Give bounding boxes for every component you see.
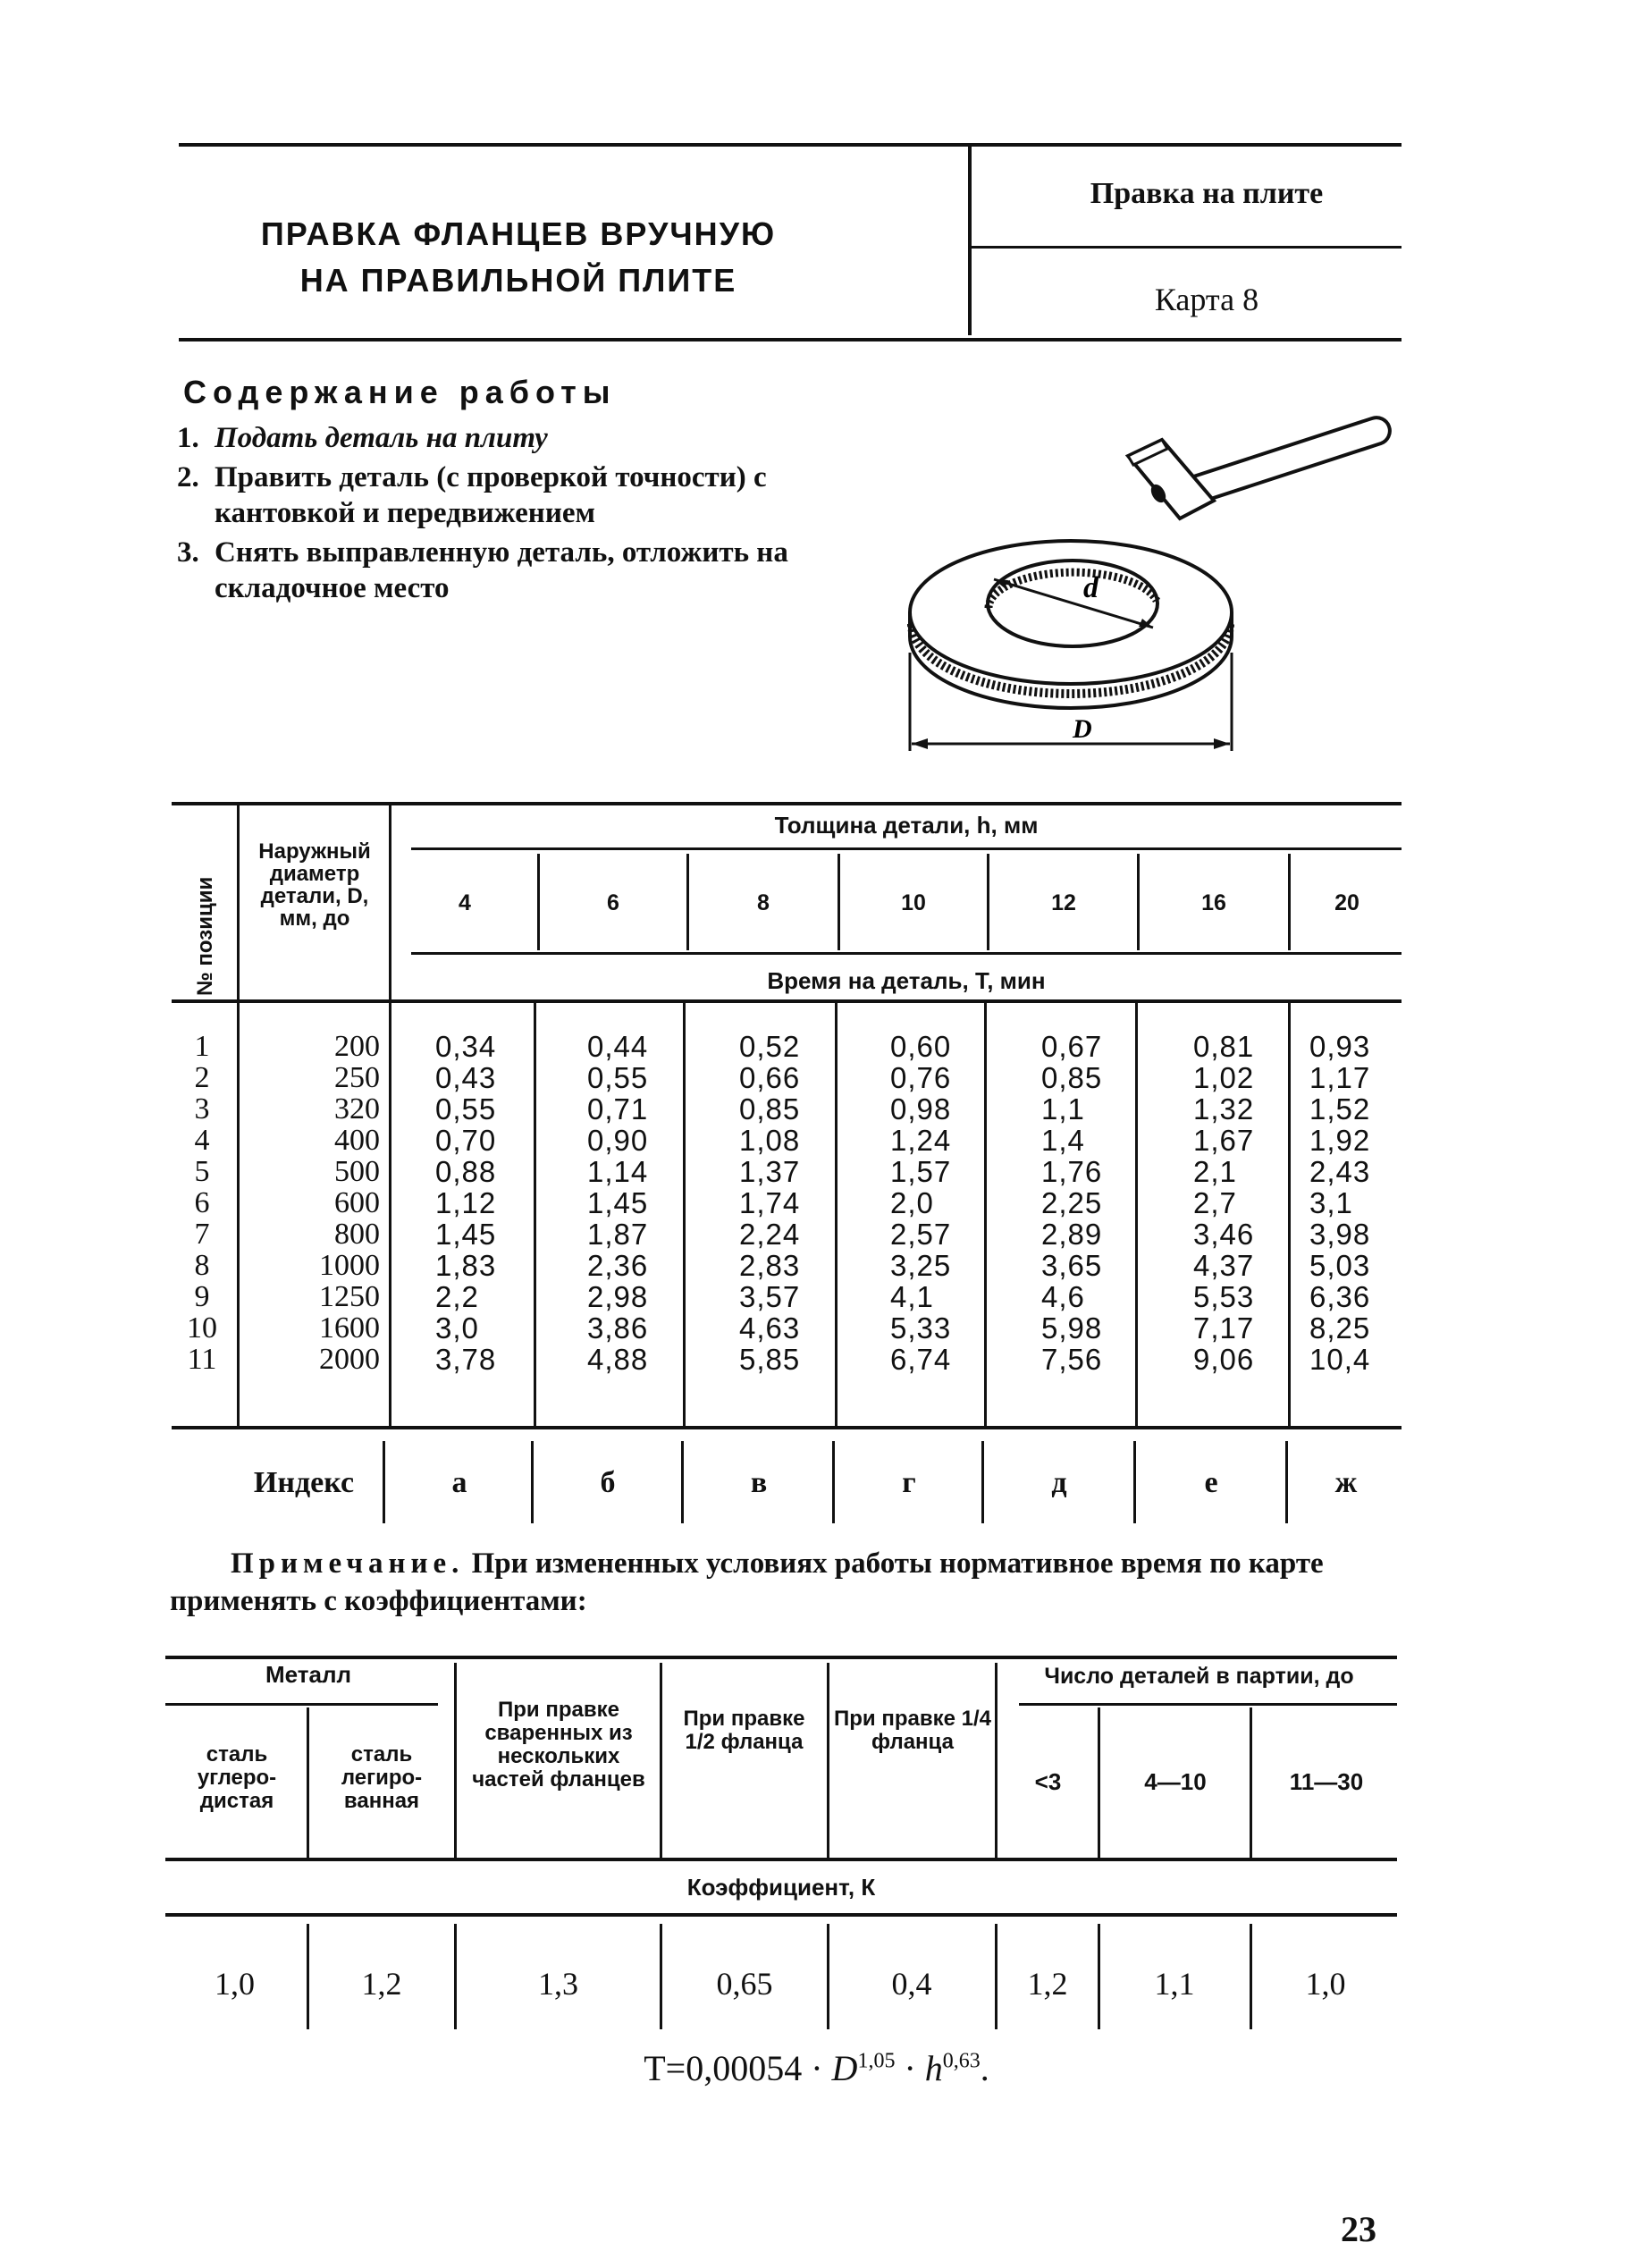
time-value: 0,52 [739,1030,801,1063]
time-value: 0,55 [435,1092,497,1126]
time-value: 2,89 [1041,1218,1103,1251]
col-divider [1250,1924,1252,2029]
time-column-12 [1041,1031,1140,1375]
work-content-title: Содержание работы [183,374,617,410]
time-value: 0,85 [739,1092,801,1126]
time-value: 1,45 [587,1186,649,1219]
col-divider [1285,1441,1288,1523]
col-divider [995,1663,997,1858]
time-value: 0,71 [587,1092,649,1126]
card-label: Карта 8 [1154,282,1259,317]
header-bottom-rule [179,338,1402,341]
flange-figure [894,393,1412,769]
batch-under-rule [1019,1703,1397,1706]
position-number: 7 [194,1218,210,1251]
section-label: Правка на плите [1090,177,1324,210]
coef-label-bottom-rule [165,1913,1397,1917]
step-3 [177,535,856,606]
note-paragraph [170,1545,1403,1620]
col-divider [681,1441,684,1523]
diameter-value: 800 [334,1218,380,1251]
col-divider [454,1924,457,2029]
time-value: 2,57 [890,1218,952,1251]
col-divider [1098,1707,1100,1858]
batch-col: 4—10 [1144,1768,1207,1795]
col-divider [1098,1924,1100,2029]
batch-header: Число деталей в партии, до [1044,1664,1354,1689]
time-value: 0,60 [890,1030,952,1063]
time-above-rule [411,952,1402,955]
col-divider [237,802,240,1000]
time-value: 5,33 [890,1311,952,1345]
col-divider [832,1441,835,1523]
time-value: 1,02 [1193,1061,1255,1094]
time-value: 1,45 [435,1218,497,1251]
index-letter: ж [1334,1466,1358,1499]
col-divider [1137,854,1140,950]
col-divider [660,1924,662,2029]
col-divider [537,854,540,950]
coef-top-rule [165,1656,1397,1659]
time-value: 1,32 [1193,1092,1255,1126]
time-value: 3,1 [1309,1186,1353,1219]
time-value: 1,08 [739,1124,801,1157]
time-value: 3,65 [1041,1249,1103,1282]
thickness-value: 8 [757,890,770,915]
time-value: 5,98 [1041,1311,1103,1345]
time-value: 2,98 [587,1280,649,1313]
time-value: 0,88 [435,1155,497,1188]
position-header: № позиции [193,876,217,996]
time-value: 4,6 [1041,1280,1085,1313]
diameter-header: Наружный диаметр детали, D, мм, до [258,839,371,931]
time-value: 0,70 [435,1124,497,1157]
time-value: 1,37 [739,1155,801,1188]
metal-under-rule [165,1703,438,1706]
time-value: 1,87 [587,1218,649,1251]
time-value: 2,1 [1193,1155,1237,1188]
header-bottom-rule [172,999,1402,1003]
index-letter: а [451,1466,467,1499]
thickness-under-rule [411,847,1402,850]
page-title [179,211,858,304]
time-value: 0,90 [587,1124,649,1157]
title-line-2: НА ПРАВИЛЬНОЙ ПЛИТЕ [299,262,737,299]
time-value: 1,52 [1309,1092,1371,1126]
step-text: Править деталь (с проверкой точности) с кантовкой и передвижением [215,461,767,529]
diameter-value: 320 [334,1092,380,1126]
thickness-value: 10 [901,890,926,915]
col-divider [827,1663,829,1858]
coef-value: 1,2 [1027,1966,1068,2002]
diameter-value: 500 [334,1155,380,1188]
body-bottom-rule [172,1426,1402,1429]
diameter-value: 400 [334,1124,380,1157]
formula-end: . [980,2048,989,2088]
thickness-value: 20 [1334,890,1359,915]
col-divider [1250,1707,1252,1858]
time-value: 3,57 [739,1280,801,1313]
position-number: 8 [194,1249,210,1282]
formula-h-exp: 0,63 [942,2049,981,2073]
thickness-value: 4 [459,890,471,915]
time-value: 5,53 [1193,1280,1255,1313]
index-letter: д [1051,1466,1067,1499]
col-divider [534,1003,536,1428]
time-value: 3,0 [435,1311,479,1345]
time-value: 0,98 [890,1092,952,1126]
coef-value: 0,4 [891,1966,932,2002]
steel-carbon-header: сталь углеро-дистая [197,1742,277,1813]
time-value: 1,74 [739,1186,801,1219]
time-formula [0,2047,1633,2089]
batch-col: 11—30 [1289,1768,1364,1795]
time-value: 4,63 [739,1311,801,1345]
time-value: 3,86 [587,1311,649,1345]
coef-value: 1,1 [1154,1966,1195,2002]
time-value: 3,78 [435,1343,497,1376]
diameter-value: 2000 [319,1343,380,1376]
time-value: 8,25 [1309,1311,1371,1345]
coef-header-bottom-rule [165,1858,1397,1861]
time-header: Время на деталь, Т, мин [767,967,1046,994]
coefficient-label: Коэффициент, К [686,1874,876,1901]
header-divider [968,143,972,335]
time-value: 2,2 [435,1280,479,1313]
note-lead: Примечание. [231,1547,465,1580]
col-divider [660,1663,662,1858]
header-right-divider [970,246,1402,249]
time-column-10 [890,1031,989,1375]
time-value: 5,03 [1309,1249,1371,1282]
col-divider [307,1707,309,1858]
time-value: 5,85 [739,1343,801,1376]
welded-header: При правке сваренных из нескольких частей фланцев [472,1698,645,1792]
coef-value: 1,3 [538,1966,578,2002]
diameter-value: 1600 [319,1311,380,1345]
time-value: 1,14 [587,1155,649,1188]
position-number: 1 [194,1030,210,1063]
col-divider [1288,854,1291,950]
coef-value: 1,0 [215,1966,255,2002]
diameter-value: 1000 [319,1249,380,1282]
position-number: 2 [194,1061,210,1094]
time-value: 0,85 [1041,1061,1103,1094]
time-value: 3,46 [1193,1218,1255,1251]
hammer-icon [1128,417,1390,519]
time-value: 7,17 [1193,1311,1255,1345]
thickness-value: 6 [607,890,619,915]
time-value: 1,92 [1309,1124,1371,1157]
index-letter: г [902,1466,916,1499]
batch-col: <3 [1034,1768,1062,1795]
time-value: 0,34 [435,1030,497,1063]
formula-d: D [831,2048,858,2088]
steel-alloy-header: сталь легиро-ванная [341,1742,423,1813]
position-number: 9 [194,1280,210,1313]
formula-base: T=0,00054 · [644,2048,832,2088]
coef-value: 1,0 [1305,1966,1346,2002]
time-value: 2,43 [1309,1155,1371,1188]
time-value: 0,43 [435,1061,497,1094]
time-column-20 [1309,1031,1408,1375]
col-divider [987,854,989,950]
time-value: 2,83 [739,1249,801,1282]
coef-value: 1,2 [361,1966,402,2002]
time-column-4 [435,1031,534,1375]
position-number: 6 [194,1186,210,1219]
col-divider [981,1441,984,1523]
time-value: 0,44 [587,1030,649,1063]
col-divider [307,1924,309,2029]
formula-d-exp: 1,05 [857,2049,896,2073]
time-value: 7,56 [1041,1343,1103,1376]
time-value: 6,74 [890,1343,952,1376]
half-header: При правке 1/2 фланца [683,1707,805,1754]
thickness-header: Толщина детали, h, мм [774,812,1039,839]
time-value: 2,36 [587,1249,649,1282]
time-value: 1,17 [1309,1061,1371,1094]
col-divider [237,1003,240,1428]
title-line-1: ПРАВКА ФЛАНЦЕВ ВРУЧНУЮ [260,215,777,252]
step-number: 2. [177,461,199,493]
arrow-icon [1214,738,1230,749]
col-divider [686,854,689,950]
step-number: 1. [177,422,199,454]
time-value: 4,1 [890,1280,934,1313]
time-value: 0,81 [1193,1030,1255,1063]
time-value: 0,93 [1309,1030,1371,1063]
time-value: 10,4 [1309,1343,1371,1376]
position-number: 11 [187,1343,217,1376]
formula-dot: · [895,2048,925,2088]
outer-diameter-label: D [1073,714,1092,744]
col-divider [838,854,840,950]
col-divider [389,1003,391,1428]
time-value: 4,37 [1193,1249,1255,1282]
work-steps [177,420,856,610]
time-value: 6,36 [1309,1280,1371,1313]
time-column-16 [1193,1031,1292,1375]
position-number: 4 [194,1124,210,1157]
inner-diameter-label: d [1083,571,1098,604]
diameter-value: 1250 [319,1280,380,1313]
diameter-column [255,1031,380,1375]
col-divider [1133,1441,1136,1523]
time-value: 2,0 [890,1186,934,1219]
time-value: 1,1 [1041,1092,1085,1126]
time-value: 1,4 [1041,1124,1085,1157]
time-value: 1,83 [435,1249,497,1282]
step-text: Снять выправленную деталь, отложить на складочное место [215,536,788,604]
metal-header: Металл [265,1661,351,1688]
index-letter: в [750,1466,768,1499]
quarter-header: При правке 1/4 фланца [834,1707,991,1754]
index-letter: е [1204,1466,1218,1499]
time-value: 2,24 [739,1218,801,1251]
formula-h: h [924,2048,943,2088]
time-value: 0,76 [890,1061,952,1094]
time-value: 0,67 [1041,1030,1103,1063]
col-divider [995,1924,997,2029]
time-value: 2,7 [1193,1186,1237,1219]
step-text: Подать деталь на плиту [215,422,548,454]
time-column-6 [587,1031,686,1375]
time-value: 1,57 [890,1155,952,1188]
time-value: 1,67 [1193,1124,1255,1157]
page-number: 23 [1341,2209,1376,2249]
header-top-rule [179,143,1402,147]
time-value: 0,55 [587,1061,649,1094]
arrow-icon [912,738,928,749]
position-number: 10 [187,1311,217,1345]
col-divider [389,802,391,1000]
time-value: 1,76 [1041,1155,1103,1188]
index-letter: б [600,1466,616,1499]
step-number: 3. [177,536,199,569]
col-divider [383,1441,385,1523]
time-value: 2,25 [1041,1186,1103,1219]
table-top-rule [172,802,1402,805]
diameter-value: 600 [334,1186,380,1219]
time-value: 3,25 [890,1249,952,1282]
position-number: 3 [194,1092,210,1126]
position-column [175,1031,229,1375]
diameter-value: 200 [334,1030,380,1063]
time-value: 0,66 [739,1061,801,1094]
note-text: При измененных условиях работы нормативное время по карте применять с коэффициентами: [170,1547,1324,1617]
step-1 [177,420,856,456]
diameter-value: 250 [334,1061,380,1094]
thickness-value: 12 [1051,890,1076,915]
thickness-value: 16 [1201,890,1226,915]
index-label: Индекс [253,1466,355,1499]
time-value: 3,98 [1309,1218,1371,1251]
col-divider [531,1441,534,1523]
time-value: 9,06 [1193,1343,1255,1376]
col-divider [827,1924,829,2029]
time-value: 4,88 [587,1343,649,1376]
time-value: 1,24 [890,1124,952,1157]
step-2 [177,460,856,531]
time-column-8 [739,1031,838,1375]
time-value: 1,12 [435,1186,497,1219]
coef-value: 0,65 [716,1966,773,2002]
col-divider [454,1663,457,1858]
position-number: 5 [194,1155,210,1188]
